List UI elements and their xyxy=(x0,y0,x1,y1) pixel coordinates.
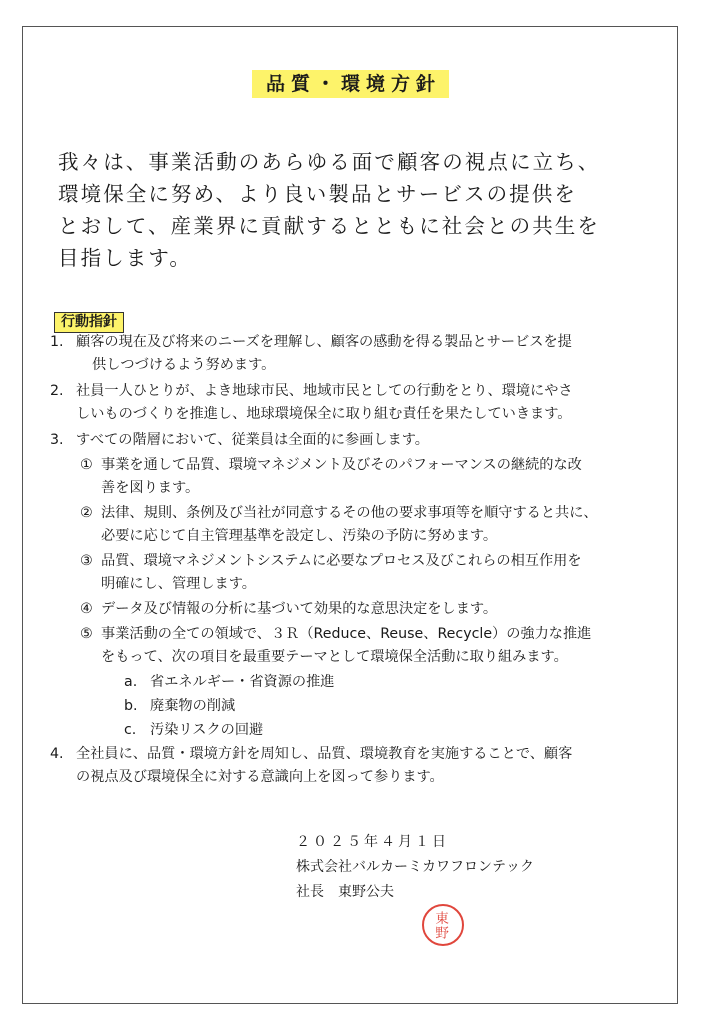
title-area xyxy=(0,70,701,98)
intro-line: 我々は、事業活動のあらゆる面で顧客の視点に立ち、 xyxy=(58,150,601,174)
item-2-line-1: 社員一人ひとりが、よき地球市民、地域市民としての行動をとり、環境にやさ xyxy=(76,383,573,399)
sub-item-5-line-2: をもって、次の項目を最重要テーマとして環境保全活動に取り組みます。 xyxy=(101,649,568,665)
item-1-line-2: 供しつづけるよう努めます。 xyxy=(92,357,276,373)
theme-item-a: 省エネルギー・省資源の推進 xyxy=(150,674,335,690)
sub-item-number: ③ xyxy=(80,553,93,569)
personal-seal xyxy=(422,904,464,946)
sub-item-number: ⑤ xyxy=(80,626,93,642)
sub-item-1-line-2: 善を図ります。 xyxy=(101,480,200,496)
sub-item-5-line-1: 事業活動の全ての領域で、３Ｒ（Reduce、Reuse、Recycle）の強力な推進 xyxy=(101,626,592,642)
list-letter: c. xyxy=(124,722,137,738)
sub-item-3-line-1: 品質、環境マネジメントシステムに必要なプロセス及びこれらの相互作用を xyxy=(101,553,582,569)
sub-item-number: ④ xyxy=(80,601,93,617)
section-label: 行動指針 xyxy=(54,312,124,333)
seal-mark xyxy=(424,906,462,944)
item-4-line-2: の視点及び環境保全に対する意識向上を図って参ります。 xyxy=(76,769,444,785)
svg-text:東: 東 xyxy=(435,911,449,928)
sub-item-1-line-1: 事業を通して品質、環境マネジメント及びそのパフォーマンスの継続的な改 xyxy=(101,457,582,473)
sub-item-number: ② xyxy=(80,505,93,521)
signature-company: 株式会社バルカーミカワフロンテック xyxy=(296,859,534,875)
intro-statement xyxy=(58,146,658,274)
item-2-line-2: しいものづくりを推進し、地球環境保全に取り組む責任を果たしていきます。 xyxy=(76,406,572,422)
item-number: 3. xyxy=(50,432,64,448)
list-letter: b. xyxy=(124,698,138,714)
item-3-line-1: すべての階層において、従業員は全面的に参画します。 xyxy=(76,432,429,448)
sub-item-2-line-2: 必要に応じて自主管理基準を設定し、汚染の予防に努めます。 xyxy=(101,528,498,544)
sub-item-number: ① xyxy=(80,457,93,473)
theme-item-b: 廃棄物の削減 xyxy=(150,698,236,714)
item-number: 4. xyxy=(50,746,64,762)
svg-text:野: 野 xyxy=(435,925,449,942)
item-4-line-1: 全社員に、品質・環境方針を周知し、品質、環境教育を実施することで、顧客 xyxy=(76,746,573,762)
page-title: 品質・環境方針 xyxy=(252,70,449,98)
signature-date: ２０２５年４月１日 xyxy=(296,834,449,850)
item-1-line-1: 顧客の現在及び将来のニーズを理解し、顧客の感動を得る製品とサービスを提 xyxy=(76,334,572,350)
item-number: 1. xyxy=(50,334,64,350)
intro-line: 環境保全に努め、より良い製品とサービスの提供を xyxy=(58,182,577,206)
sub-item-2-line-1: 法律、規則、条例及び当社が同意するその他の要求事項等を順守すると共に、 xyxy=(101,505,598,521)
intro-line: とおして、産業界に貢献するとともに社会との共生を xyxy=(58,214,600,238)
signature-person: 社長 東野公夫 xyxy=(296,884,394,900)
intro-line: 目指します。 xyxy=(58,246,192,270)
theme-item-c: 汚染リスクの回避 xyxy=(150,722,264,738)
item-number: 2. xyxy=(50,383,64,399)
list-letter: a. xyxy=(124,674,138,690)
sub-item-4-line-1: データ及び情報の分析に基づいて効果的な意思決定をします。 xyxy=(101,601,498,617)
sub-item-3-line-2: 明確にし、管理します。 xyxy=(101,576,256,592)
